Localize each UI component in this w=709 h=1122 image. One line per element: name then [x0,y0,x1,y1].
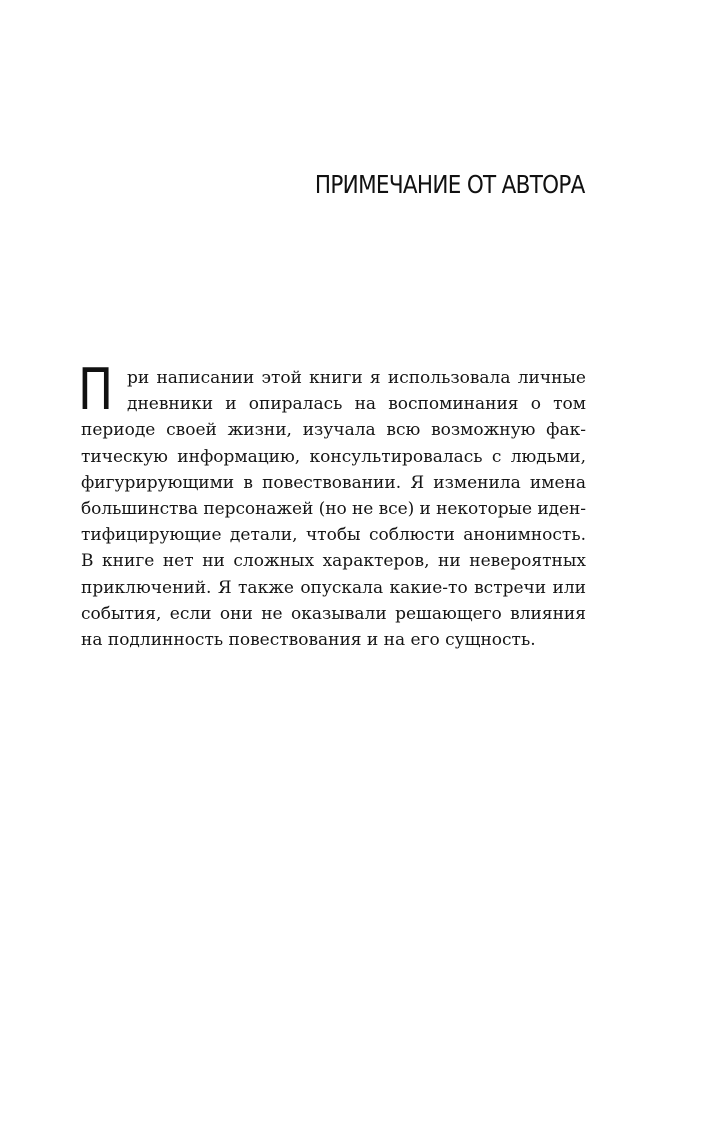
text-line: фигурирующими в повествовании. Я изменила имена [81,472,586,493]
chapter-heading: ПРИМЕЧАНИЕ ОТ АВТОРА [315,170,585,199]
text-line: тифицирующие детали, чтобы соблюсти анонимность. [81,525,586,546]
text-line: события, если они не оказывали решающего влияния [81,603,586,624]
text-line: приключений. Я также опускала какие-то встречи или [81,577,586,598]
text-line: ри написании этой книги я использовала личные [127,368,586,388]
text-line: В книге нет ни сложных характеров, ни невероятных [81,551,586,572]
text-line: большинства персонажей (но не все) и некоторые иден- [81,498,586,519]
author-note-paragraph [78,357,586,653]
text-line: дневники и опиралась на воспоминания о том [127,394,586,415]
drop-cap-letter: П [78,357,114,423]
text-line: тическую информацию, консультировалась с людьми, [81,446,586,467]
text-line: на подлинность повествования и на его сущность. [81,629,536,650]
text-line: периоде своей жизни, изучала всю возможную фак- [81,420,586,441]
